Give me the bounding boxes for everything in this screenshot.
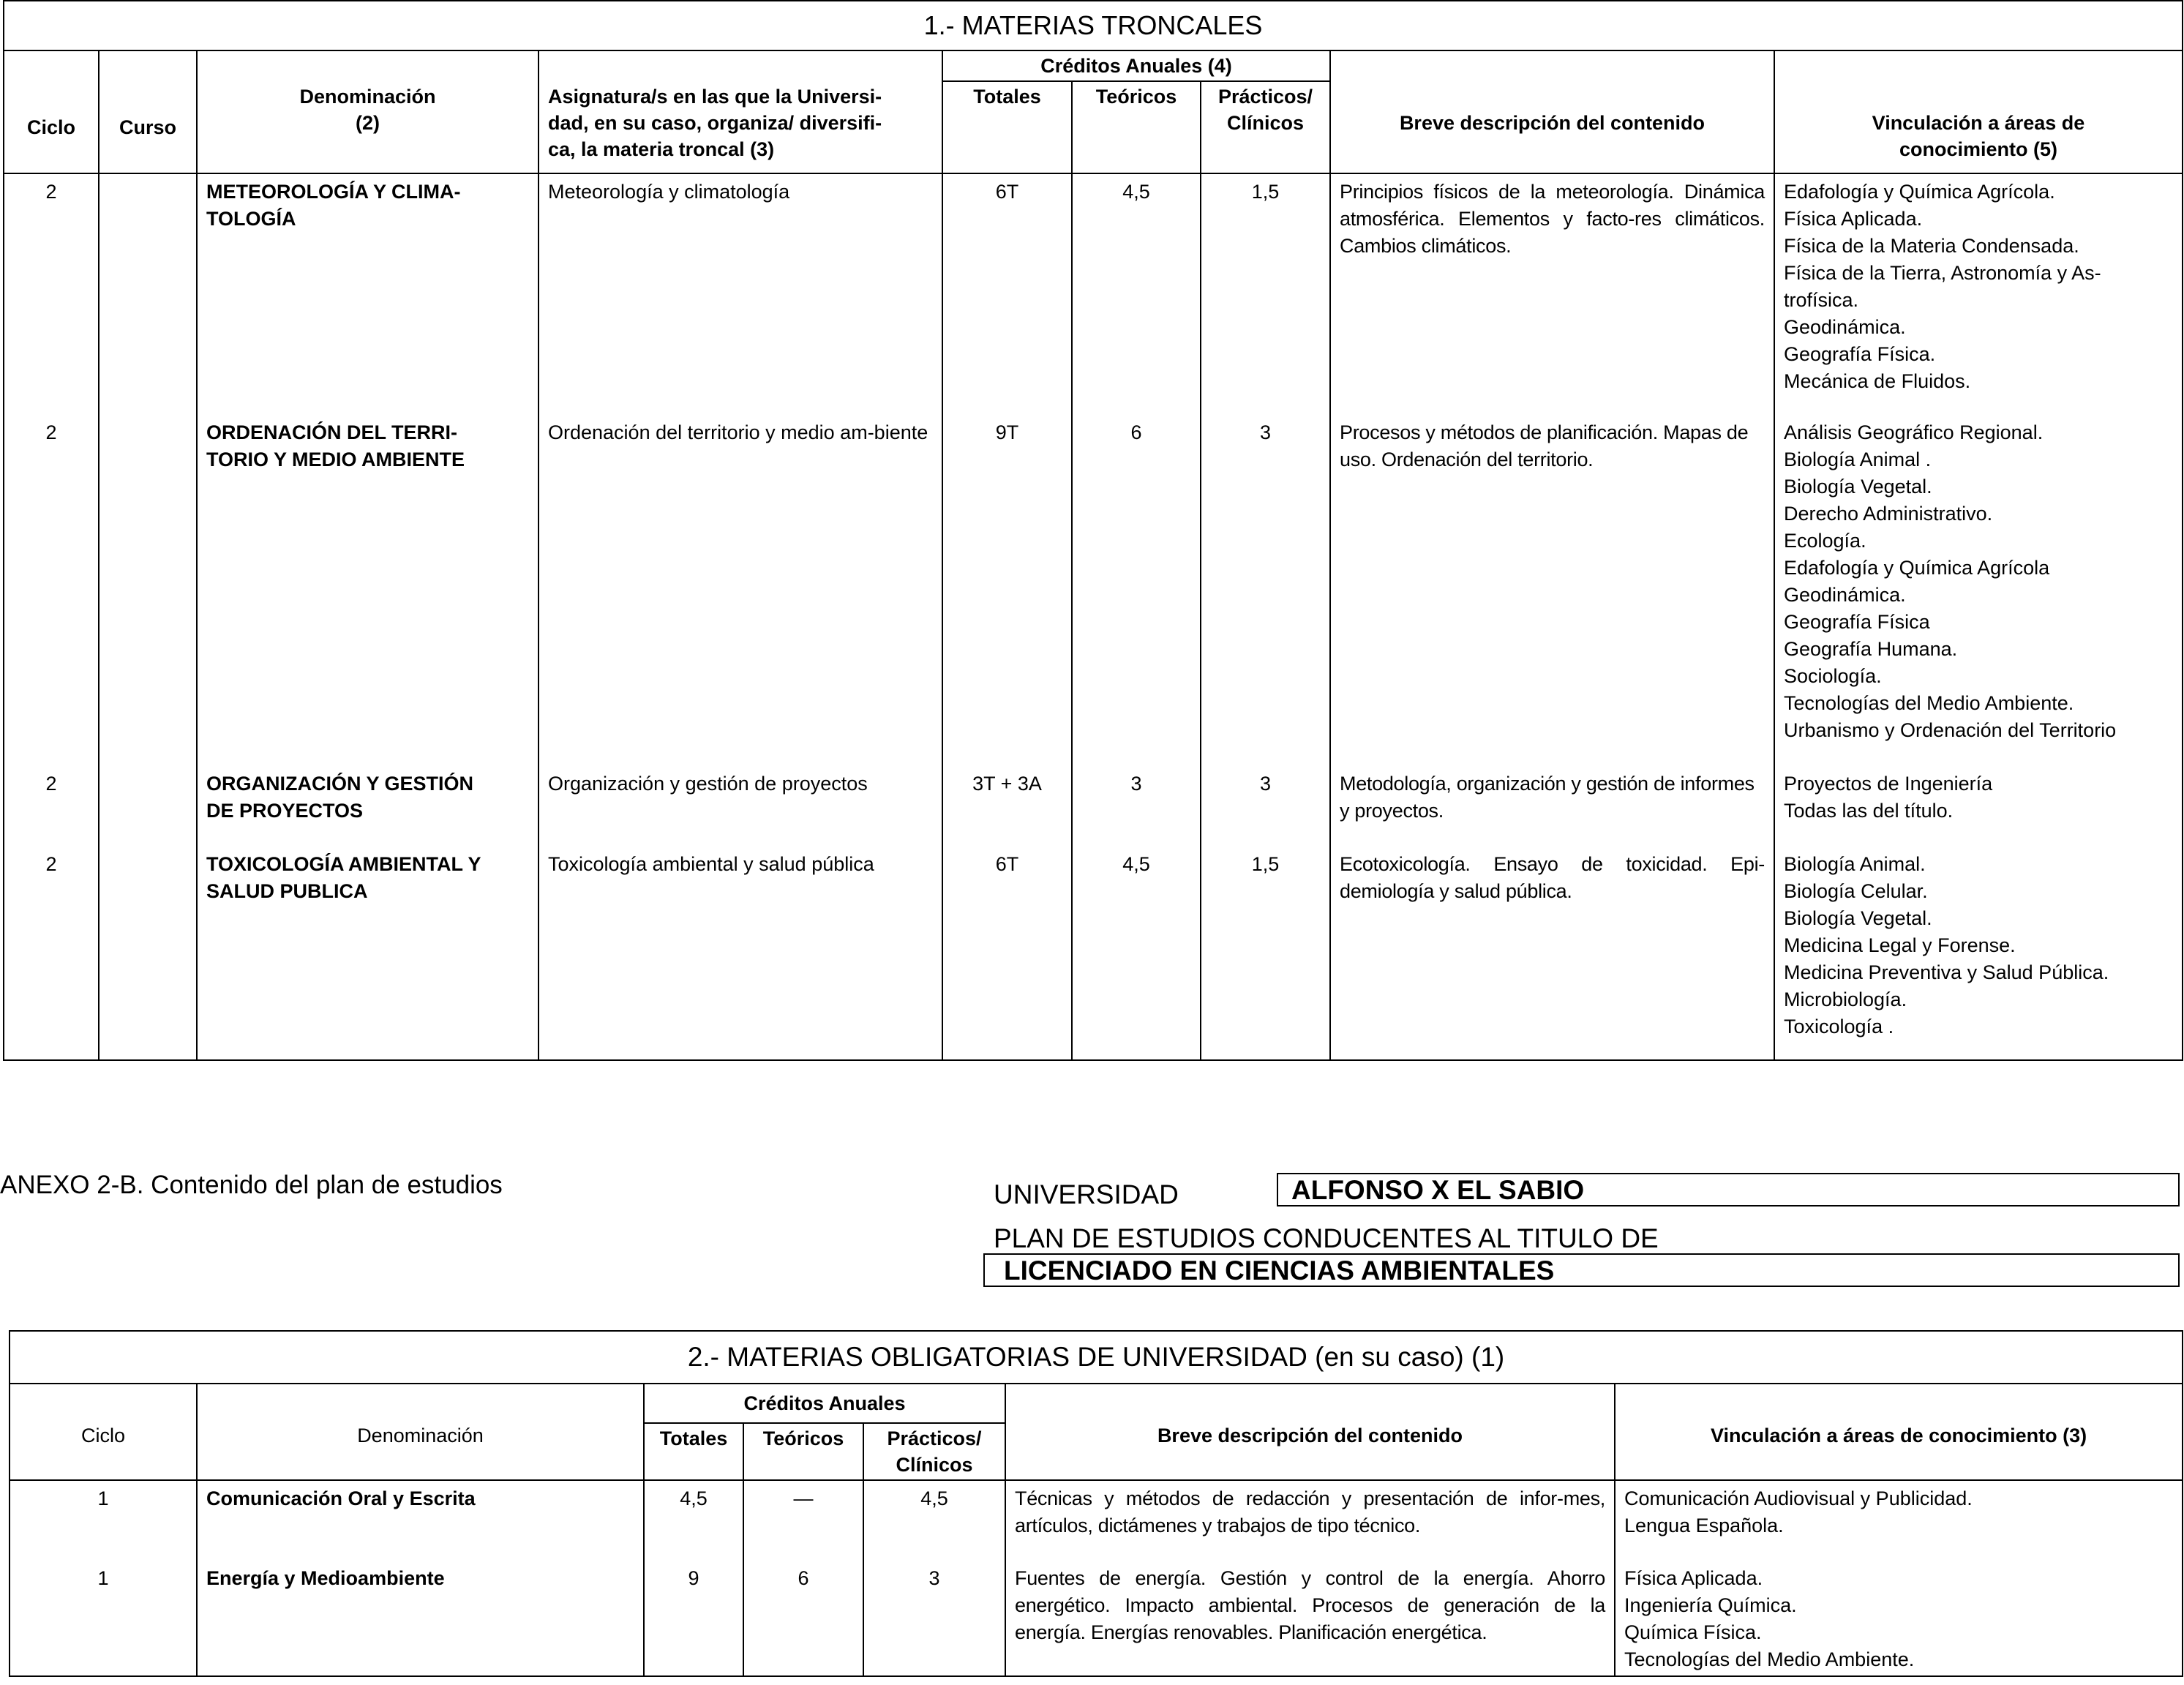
area-item: Biología Celular. [1784, 880, 1928, 902]
header-practicos: Prácticos/ Clínicos [863, 1423, 1005, 1480]
header-creditos-anuales: Créditos Anuales (4) [942, 50, 1330, 81]
header-creditos-anuales: Créditos Anuales [644, 1384, 1005, 1423]
header-descripcion: Breve descripción del contenido [1330, 50, 1774, 173]
areas-cell [1615, 1480, 2183, 1561]
ciclo-cell: 1 [10, 1480, 197, 1561]
asignatura-cell: Toxicología ambiental y salud pública [539, 847, 942, 1060]
header-totales: Totales [942, 81, 1072, 173]
header-teoricos: Teóricos [743, 1423, 863, 1480]
table-row [4, 415, 2183, 766]
area-item: Urbanismo y Ordenación del Territorio [1784, 719, 2117, 741]
denominacion-cell: TOXICOLOGÍA AMBIENTAL Y SALUD PUBLICA [197, 847, 539, 1060]
area-item: Tecnologías del Medio Ambiente. [1624, 1648, 1915, 1670]
area-item: Biología Vegetal. [1784, 476, 1932, 498]
header-curso: Curso [99, 50, 197, 173]
curso-cell [99, 415, 197, 766]
header-asignaturas: Asignatura/s en las que la Universi- dad, en su caso, organiza/ diversifi- ca, la materia troncal (3) [539, 50, 942, 173]
totales-cell: 4,5 [644, 1480, 743, 1561]
totales-cell: 6T [942, 847, 1072, 1060]
header-denominacion: Denominación (2) [197, 50, 539, 173]
table-row [4, 766, 2183, 847]
header-denominacion: Denominación [197, 1384, 644, 1480]
area-item: Derecho Administrativo. [1784, 503, 1993, 525]
area-item: Proyectos de Ingeniería [1784, 773, 1993, 795]
curso-cell [99, 173, 197, 415]
denominacion-cell: ORDENACIÓN DEL TERRI- TORIO Y MEDIO AMBIENTE [197, 415, 539, 766]
area-item: Biología Animal . [1784, 449, 1932, 470]
areas-cell [1774, 173, 2183, 415]
denominacion-cell: ORGANIZACIÓN Y GESTIÓN DE PROYECTOS [197, 766, 539, 847]
area-item: Análisis Geográfico Regional. [1784, 421, 2044, 443]
practicos-cell: 3 [1201, 766, 1330, 847]
ciclo-cell: 2 [4, 415, 99, 766]
area-item: Edafología y Química Agrícola [1784, 557, 2050, 579]
header-vinculacion: Vinculación a áreas de conocimiento (5) [1774, 50, 2183, 173]
area-item: Medicina Legal y Forense. [1784, 934, 2016, 956]
area-item: Física Aplicada. [1624, 1567, 1763, 1589]
teoricos-cell: 4,5 [1072, 173, 1201, 415]
table-row [10, 1561, 2183, 1676]
teoricos-cell: 4,5 [1072, 847, 1201, 1060]
area-item: Biología Animal. [1784, 853, 1926, 875]
teoricos-cell: 3 [1072, 766, 1201, 847]
descripcion-cell: Metodología, organización y gestión de informes y proyectos. [1330, 766, 1774, 847]
area-item: Sociología. [1784, 665, 1882, 687]
table-row [4, 847, 2183, 1060]
materias-troncales-table [3, 0, 2183, 1061]
practicos-cell: 3 [1201, 415, 1330, 766]
areas-cell [1774, 766, 2183, 847]
descripcion-cell: Procesos y métodos de planificación. Mapas de uso. Ordenación del territorio. [1330, 415, 1774, 766]
denominacion-cell: METEOROLOGÍA Y CLIMA- TOLOGÍA [197, 173, 539, 415]
totales-cell: 9 [644, 1561, 743, 1676]
area-item: Medicina Preventiva y Salud Pública. [1784, 961, 2109, 983]
ciclo-cell: 2 [4, 173, 99, 415]
ciclo-cell: 1 [10, 1561, 197, 1676]
header-practicos: Prácticos/ Clínicos [1201, 81, 1330, 173]
practicos-cell: 4,5 [863, 1480, 1005, 1561]
teoricos-cell: — [743, 1480, 863, 1561]
practicos-cell: 3 [863, 1561, 1005, 1676]
header-ciclo: Ciclo [10, 1384, 197, 1480]
area-item: Física de la Materia Condensada. [1784, 235, 2079, 257]
area-item: Geografía Humana. [1784, 638, 1958, 660]
area-item: Física de la Tierra, Astronomía y As- [1784, 262, 2101, 284]
table-row [10, 1480, 2183, 1561]
areas-cell [1774, 847, 2183, 1060]
header-teoricos: Teóricos [1072, 81, 1201, 173]
practicos-cell: 1,5 [1201, 173, 1330, 415]
denominacion-cell: Energía y Medioambiente [197, 1561, 644, 1676]
area-item: Microbiología. [1784, 988, 1907, 1010]
curso-cell [99, 766, 197, 847]
area-item: Tecnologías del Medio Ambiente. [1784, 692, 2074, 714]
area-item: Ecología. [1784, 530, 1866, 552]
descripcion-cell: Ecotoxicología. Ensayo de toxicidad. Epi-demiología y salud pública. [1330, 847, 1774, 1060]
header-vinculacion: Vinculación a áreas de conocimiento (3) [1615, 1384, 2183, 1480]
practicos-cell: 1,5 [1201, 847, 1330, 1060]
area-item: Geografía Física. [1784, 343, 1936, 365]
troncales-title: 1.- MATERIAS TRONCALES [4, 1, 2183, 50]
area-item: Lengua Española. [1624, 1515, 1784, 1536]
area-item: Geodinámica. [1784, 316, 1906, 338]
asignatura-cell: Organización y gestión de proyectos [539, 766, 942, 847]
areas-cell [1774, 415, 2183, 766]
ciclo-cell: 2 [4, 847, 99, 1060]
descripcion-cell: Técnicas y métodos de redacción y presentación de infor-mes, artículos, dictámenes y trabajos de tipo técnico. [1005, 1480, 1615, 1561]
area-item: Física Aplicada. [1784, 208, 1923, 230]
obligatorias-title: 2.- MATERIAS OBLIGATORIAS DE UNIVERSIDAD (en su caso) (1) [10, 1331, 2183, 1384]
teoricos-cell: 6 [743, 1561, 863, 1676]
areas-cell [1615, 1561, 2183, 1676]
area-item: Geodinámica. [1784, 584, 1906, 606]
area-item: Química Física. [1624, 1621, 1762, 1643]
totales-cell: 9T [942, 415, 1072, 766]
descripcion-cell: Fuentes de energía. Gestión y control de la energía. Ahorro energético. Impacto ambiental. Procesos de generación de la energía. Energías renovables. Planificación energética. [1005, 1561, 1615, 1676]
universidad-name: ALFONSO X EL SABIO [1277, 1173, 2180, 1206]
asignatura-cell: Ordenación del territorio y medio am-biente [539, 415, 942, 766]
curso-cell [99, 847, 197, 1060]
area-item: Edafología y Química Agrícola. [1784, 181, 2055, 203]
ciclo-cell: 2 [4, 766, 99, 847]
header-descripcion: Breve descripción del contenido [1005, 1384, 1615, 1480]
header-ciclo: Ciclo [4, 50, 99, 173]
area-item: Toxicología . [1784, 1016, 1894, 1037]
denominacion-cell: Comunicación Oral y Escrita [197, 1480, 644, 1561]
materias-obligatorias-table [9, 1330, 2183, 1677]
anexo-prefix: ANEXO 2-B. [0, 1171, 144, 1199]
area-item: Comunicación Audiovisual y Publicidad. [1624, 1487, 1973, 1509]
universidad-label: UNIVERSIDAD [994, 1179, 1179, 1209]
area-item: Mecánica de Fluidos. [1784, 370, 1971, 392]
area-item: Biología Vegetal. [1784, 907, 1932, 929]
area-item: Geografía Física [1784, 611, 1930, 633]
descripcion-cell: Principios físicos de la meteorología. Dinámica atmosférica. Elementos y facto-res climáticos. Cambios climáticos. [1330, 173, 1774, 415]
table-row [4, 173, 2183, 415]
plan-label: PLAN DE ESTUDIOS CONDUCENTES AL TITULO DE [994, 1223, 1659, 1253]
totales-cell: 3T + 3A [942, 766, 1072, 847]
area-item: Ingeniería Química. [1624, 1594, 1797, 1616]
anexo-text: Contenido del plan de estudios [143, 1171, 503, 1199]
area-item: trofísica. [1784, 289, 1859, 311]
header-totales: Totales [644, 1423, 743, 1480]
area-item: Todas las del título. [1784, 800, 1954, 822]
teoricos-cell: 6 [1072, 415, 1201, 766]
totales-cell: 6T [942, 173, 1072, 415]
anexo-heading [0, 1171, 503, 1200]
plan-titulo: LICENCIADO EN CIENCIAS AMBIENTALES [983, 1253, 2180, 1287]
asignatura-cell: Meteorología y climatología [539, 173, 942, 415]
